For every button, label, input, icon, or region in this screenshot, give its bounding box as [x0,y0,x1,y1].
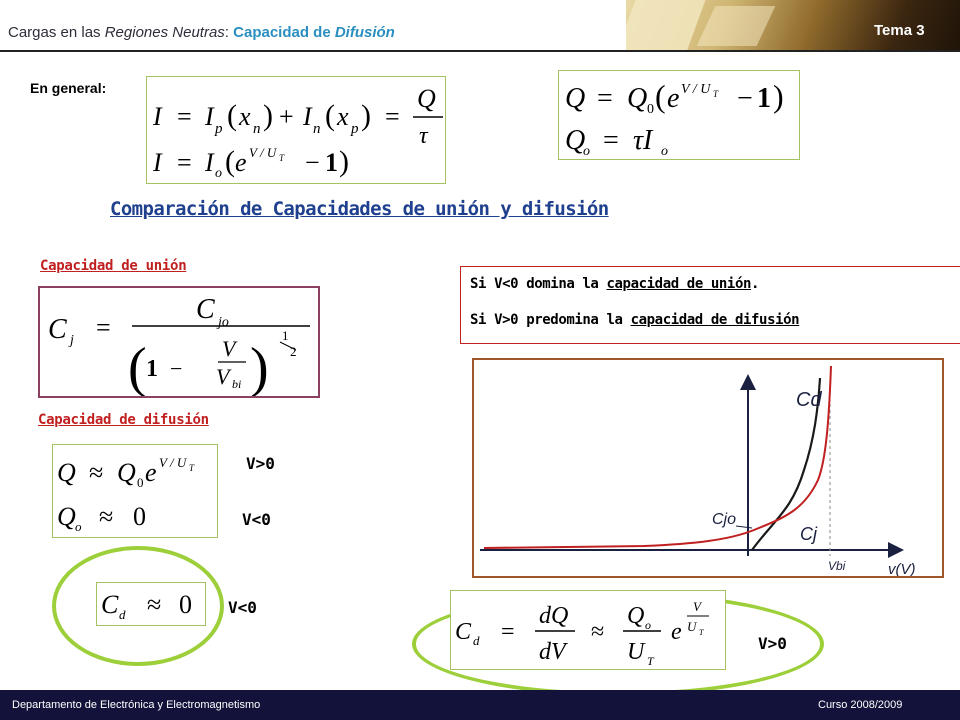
svg-text:−: − [737,83,753,114]
svg-text:=: = [385,102,400,131]
svg-text:=: = [603,125,619,156]
capacitance-graph [474,360,942,576]
svg-text:Q: Q [57,502,76,531]
svg-text:T: T [713,89,719,99]
svg-text:V: V [222,336,236,361]
svg-text:): ) [773,78,784,114]
svg-text:d: d [473,633,480,648]
svg-text:0: 0 [133,502,146,531]
junction-capacitance-equation [40,288,318,396]
svg-text:0: 0 [137,475,144,490]
current-equation [147,77,445,183]
footer-course: Curso 2008/2009 [818,699,903,711]
svg-text:n: n [313,121,321,137]
svg-text:C: C [196,294,215,325]
cd-derivative-equation [451,591,725,669]
svg-text:(: ( [225,145,235,178]
general-label: En general: [30,80,107,96]
svg-text:dQ: dQ [539,603,569,629]
junction-capacitance-box [38,286,320,398]
svg-text:0: 0 [647,102,654,117]
svg-text:): ) [339,145,349,178]
svg-text:=: = [177,102,192,131]
svg-text:bi: bi [232,377,242,391]
tema-label: Tema 3 [874,22,925,39]
svg-text:C: C [48,314,67,345]
capacitance-graph-box [472,358,944,578]
svg-text:−: − [170,356,183,381]
svg-text:): ) [263,99,273,132]
svg-text:e: e [671,619,682,645]
svg-text:Q: Q [565,125,586,156]
svg-text:x: x [337,102,349,131]
svg-text:T: T [279,153,285,163]
cjo-label: Cjo [712,511,737,528]
svg-text:1: 1 [325,148,338,177]
svg-text:): ) [361,99,371,132]
svg-text:I: I [303,102,312,131]
cd-zero-box [96,582,206,626]
svg-text:+: + [279,102,294,131]
svg-text:p: p [351,121,359,137]
svg-text:Q: Q [565,83,586,114]
svg-text:Q: Q [627,83,648,114]
comparison-heading: Comparación de Capacidades de unión y difusión [110,198,609,220]
note-line-1: Si V<0 domina la capacidad de unión. [470,276,760,292]
svg-text:=: = [96,313,111,342]
svg-text:V / U: V / U [249,145,277,160]
svg-text:−: − [305,148,320,177]
svg-text:o: o [75,519,82,534]
svg-text:o: o [583,144,590,159]
svg-text:jo: jo [218,315,229,330]
cd-positive-label: V>0 [758,634,787,653]
vbi-label: Vbi [828,559,846,573]
svg-text:I: I [153,148,162,177]
cd-zero-equation [97,583,205,625]
junction-capacitance-label: Capacidad de unión [40,258,187,274]
svg-text:Q: Q [57,458,76,487]
svg-text:(: ( [325,99,335,132]
svg-text:x: x [239,102,251,131]
note-line-2: Si V>0 predomina la capacidad de difusión [470,312,800,328]
svg-text:I: I [205,102,214,131]
svg-text:1: 1 [146,356,158,382]
svg-text:τ: τ [419,123,428,149]
svg-text:p: p [215,121,223,137]
diffusion-charge-box [52,444,218,538]
cd-negative-label: V<0 [228,598,257,617]
svg-text:≈: ≈ [591,619,605,645]
svg-text:j: j [70,333,74,348]
charge-equation-box [558,70,800,160]
svg-text:Q: Q [417,84,436,113]
svg-text:o: o [645,618,651,632]
svg-text:): ) [250,337,269,396]
svg-text:V / U: V / U [681,82,711,97]
svg-text:e: e [145,458,157,487]
svg-text:2: 2 [290,344,297,359]
cj-curve [484,366,831,548]
svg-text:n: n [253,121,261,137]
svg-text:T: T [189,463,195,473]
svg-text:(: ( [227,99,237,132]
svg-text:≈: ≈ [147,590,162,619]
svg-text:Q: Q [117,458,136,487]
svg-text:C: C [101,590,119,619]
v-positive-label: V>0 [246,454,275,473]
svg-text:d: d [119,607,126,622]
svg-text:0: 0 [179,590,192,619]
svg-text:Q: Q [627,603,645,629]
svg-text:U: U [627,639,645,665]
svg-text:τI: τI [633,125,653,156]
cd-label: Cd [796,389,822,411]
svg-text:o: o [215,166,222,181]
slide-title: Cargas en las Regiones Neutras: Capacidad de Difusión [8,24,395,41]
svg-text:(: ( [655,78,666,114]
svg-text:V: V [693,599,701,614]
svg-text:o: o [661,144,668,159]
cd-derivative-box [450,590,726,670]
svg-text:I: I [205,148,214,177]
charge-equation [559,71,799,159]
svg-text:I: I [153,102,162,131]
svg-text:U: U [687,619,697,634]
svg-text:V / U: V / U [159,455,187,470]
svg-text:dV: dV [539,639,566,665]
cj-label: Cj [800,524,817,544]
svg-text:=: = [597,83,613,114]
svg-text:V: V [216,364,230,389]
header-divider [0,50,960,52]
svg-text:=: = [501,619,515,645]
vaxis-label: v(V) [888,561,916,576]
diffusion-capacitance-label: Capacidad de difusión [38,412,209,428]
svg-text:(: ( [128,337,147,396]
svg-text:e: e [667,83,680,114]
svg-text:T: T [699,628,704,637]
svg-text:e: e [235,148,247,177]
svg-text:T: T [647,654,654,668]
diffusion-charge-equation [53,445,217,537]
v-negative-label: V<0 [242,510,271,529]
svg-text:1: 1 [282,328,289,343]
footer-department: Departamento de Electrónica y Electromagnetismo [12,699,261,711]
svg-text:≈: ≈ [89,458,104,487]
svg-text:1: 1 [757,83,771,114]
current-equation-box [146,76,446,184]
svg-text:C: C [455,619,472,645]
svg-text:≈: ≈ [99,502,114,531]
svg-text:=: = [177,148,192,177]
